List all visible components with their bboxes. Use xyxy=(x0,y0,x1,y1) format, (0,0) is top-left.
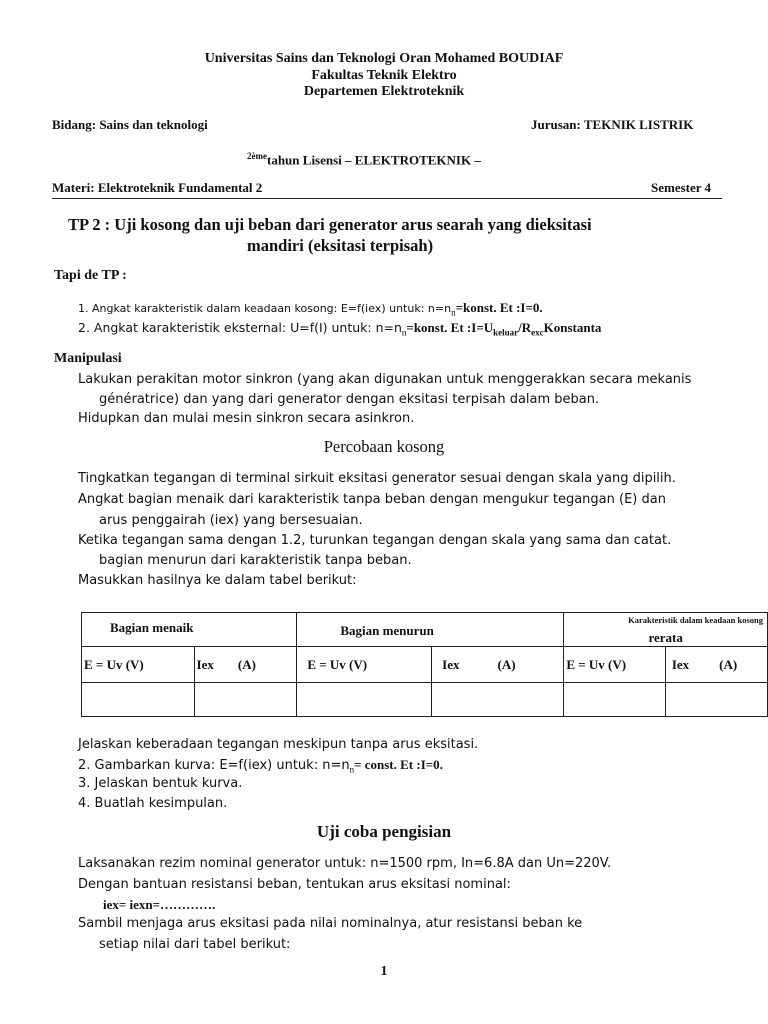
no-load-item-2-text: Angkat bagian menaik dari karakteristik tanpa beban dengan mengukur tegangan (E) dan xyxy=(78,492,666,507)
load-test-item-1-text: Laksanakan rezim nominal generator untuk: n=1500 rpm, In=6.8A dan Un=220V. xyxy=(78,856,612,871)
university-name: Universitas Sains dan Teknologi Oran Mohamed BOUDIAF xyxy=(204,51,564,66)
objectives-heading: Tapi de TP : xyxy=(54,268,127,283)
unit-label: (A) xyxy=(237,656,256,672)
no-load-item-1 xyxy=(78,471,676,486)
table-cell-empty xyxy=(432,683,564,717)
table-header-ascending: Bagian menaik xyxy=(82,613,297,647)
load-test-item-3-text: Sambil menjaga arus eksitasi pada nilai nominalnya, atur resistansi beban ke xyxy=(78,916,583,931)
objective-2 xyxy=(78,320,601,338)
iex-label: Iex xyxy=(671,656,690,672)
no-load-results-table xyxy=(81,612,768,717)
question-3: 3. Jelaskan bentuk kurva. xyxy=(78,776,243,791)
load-test-heading: Uji coba pengisian xyxy=(316,822,452,841)
no-load-item-3-cont: bagian menurun dari karakteristik tanpa beban. xyxy=(99,553,412,568)
manipulation-heading: Manipulasi xyxy=(54,351,122,366)
no-load-item-4-text: Masukkan hasilnya ke dalam tabel berikut: xyxy=(78,573,357,588)
table-header-average-caption: Karakteristik dalam keadaan kosong xyxy=(628,615,763,625)
table-col-iex-ascending xyxy=(194,647,297,683)
load-test-item-3 xyxy=(78,916,582,931)
tp-title-line1: TP 2 : Uji kosong dan uji beban dari generator arus searah yang dieksitasi xyxy=(68,215,592,234)
manipulation-item-2-text: Hidupkan dan mulai mesin sinkron secara asinkron. xyxy=(78,411,415,426)
question-2-sub: n xyxy=(349,764,355,775)
table-col-iex-descending xyxy=(432,647,564,683)
manipulation-item-2 xyxy=(78,411,414,426)
faculty-name: Fakultas Teknik Elektro xyxy=(311,68,457,83)
question-4: 4. Buatlah kesimpulan. xyxy=(78,796,228,811)
table-cell-empty xyxy=(82,683,195,717)
no-load-item-3 xyxy=(78,533,671,548)
table-cell-empty xyxy=(564,683,665,717)
unit-label: (A) xyxy=(719,656,738,672)
table-col-e-average: E = Uv (V) xyxy=(564,647,665,683)
iex-label: Iex xyxy=(442,656,460,672)
no-load-item-1-text: Tingkatkan tegangan di terminal sirkuit eksitasi generator sesuai dengan skala yang dipilih. xyxy=(78,471,676,486)
load-test-item-2 xyxy=(78,877,511,892)
table-col-iex-average xyxy=(665,647,767,683)
objective-2-mid: =konst. Et :I=U xyxy=(406,320,494,335)
load-test-item-3-cont: setiap nilai dari tabel berikut: xyxy=(99,937,291,952)
objective-1-sub: n xyxy=(451,307,456,318)
year-text: tahun Lisensi – ELEKTROTEKNIK – xyxy=(267,152,481,168)
table-col-e-descending: E = Uv (V) xyxy=(297,647,432,683)
objective-2-mid2: /R xyxy=(518,320,532,335)
objective-2-sub: n xyxy=(401,327,407,338)
table-cell-empty xyxy=(194,683,297,717)
table-col-e-ascending: E = Uv (V) xyxy=(82,647,195,683)
objective-1 xyxy=(78,300,543,317)
subject-label: Materi: Elektroteknik Fundamental 2 xyxy=(52,180,263,195)
objective-2-tail: Konstanta xyxy=(543,320,602,335)
manipulation-item-1-text: Lakukan perakitan motor sinkron (yang akan digunakan untuk menggerakkan secara mekanis xyxy=(78,372,692,387)
objective-1-tail: =konst. Et :I=0. xyxy=(455,300,543,315)
no-load-item-2 xyxy=(78,492,666,507)
no-load-heading: Percobaan kosong xyxy=(323,437,445,456)
year-label xyxy=(247,151,481,168)
field-label: Bidang: Sains dan teknologi xyxy=(52,117,208,132)
semester-label: Semester 4 xyxy=(651,180,712,195)
nominal-excitation-field: iex= iexn=…………. xyxy=(103,897,216,912)
table-header-average-label: rerata xyxy=(648,630,683,645)
objective-2-text: 2. Angkat karakteristik eksternal: U=f(I) untuk: n=n xyxy=(78,320,402,335)
load-test-item-2-text: Dengan bantuan resistansi beban, tentukan arus eksitasi nominal: xyxy=(78,877,511,892)
question-2-tail: = const. Et :I=0. xyxy=(354,757,443,772)
no-load-item-4 xyxy=(78,573,357,588)
unit-label: (A) xyxy=(497,656,516,672)
no-load-item-2-cont: arus penggairah (iex) yang bersesuaian. xyxy=(99,513,363,528)
tp-title-line2: mandiri (eksitasi terpisah) xyxy=(247,236,434,255)
question-2-text: 2. Gambarkan kurva: E=f(iex) untuk: n=n xyxy=(78,758,350,773)
question-2 xyxy=(78,757,443,775)
table-cell-empty xyxy=(665,683,767,717)
year-superscript: 2ème xyxy=(247,151,267,161)
objective-2-sub2: keluar xyxy=(493,327,519,338)
header-divider xyxy=(52,198,722,199)
table-header-average xyxy=(564,613,768,647)
iex-label: Iex xyxy=(196,656,214,672)
page-number: 1 xyxy=(380,964,388,979)
no-load-item-3-text: Ketika tegangan sama dengan 1.2, turunkan tegangan dengan skala yang sama dan catat. xyxy=(78,533,672,548)
department-name: Departemen Elektroteknik xyxy=(303,84,465,99)
table-cell-empty xyxy=(297,683,432,717)
question-1: Jelaskan keberadaan tegangan meskipun tanpa arus eksitasi. xyxy=(78,737,479,752)
manipulation-item-1-cont: génératrice) dan yang dari generator dengan eksitasi terpisah dalam beban. xyxy=(99,392,600,407)
load-test-item-1 xyxy=(78,856,611,871)
objective-2-sub3: exc xyxy=(531,327,544,338)
manipulation-item-1 xyxy=(78,372,691,387)
objective-1-text: 1. Angkat karakteristik dalam keadaan kosong: E=f(iex) untuk: n=n xyxy=(78,302,452,315)
table-header-descending: Bagian menurun xyxy=(297,613,564,647)
major-label: Jurusan: TEKNIK LISTRIK xyxy=(531,117,694,132)
